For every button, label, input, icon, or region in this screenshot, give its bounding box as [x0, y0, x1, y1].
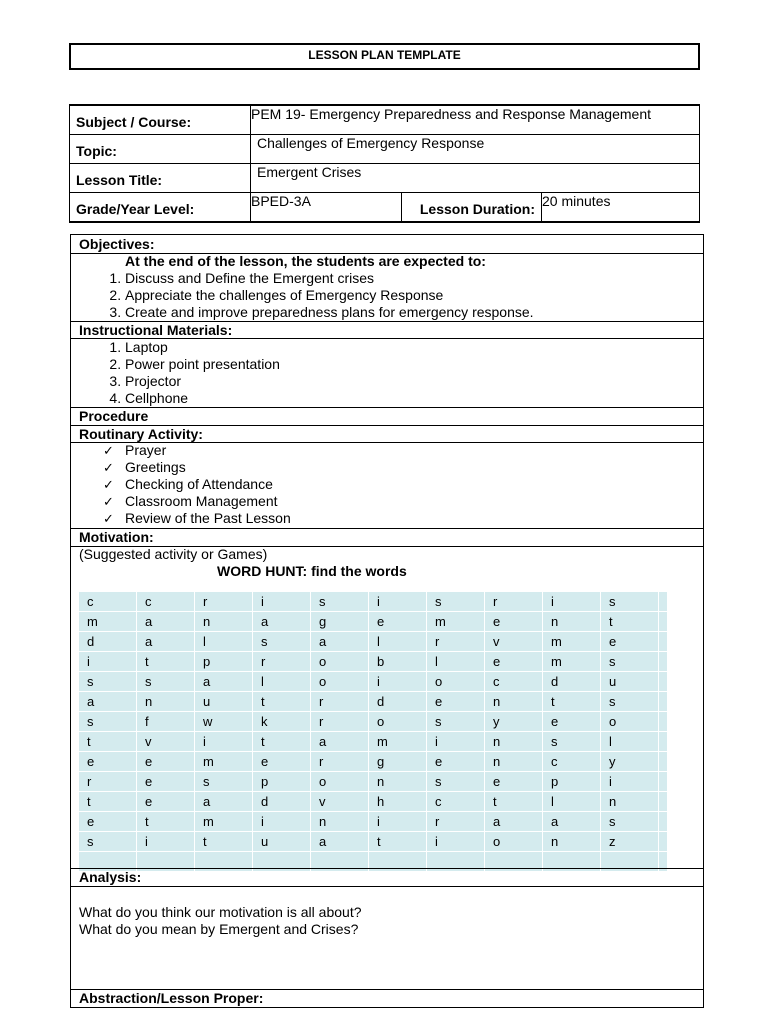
check-icon: ✓ [103, 443, 114, 458]
grid-cell: m [369, 732, 427, 752]
grid-cell: p [253, 772, 311, 792]
grid-cell: s [601, 692, 659, 712]
grid-cell: m [427, 612, 485, 632]
grid-cell: t [369, 832, 427, 852]
grid-cell: d [253, 792, 311, 812]
check-icon: ✓ [103, 477, 114, 492]
grid-cell: u [601, 672, 659, 692]
grid-edge [659, 792, 668, 812]
objectives-heading: Objectives: [79, 236, 155, 252]
grid-cell: i [543, 592, 601, 612]
grid-cell: s [427, 592, 485, 612]
grid-cell: l [601, 732, 659, 752]
grid-cell: l [253, 672, 311, 692]
grid-cell: s [543, 732, 601, 752]
list-item: 2. Power point presentation [125, 356, 703, 373]
grid-edge [659, 632, 668, 652]
list-item: 3. Projector [125, 373, 703, 390]
grid-cell: g [311, 612, 369, 632]
grid-cell: d [79, 632, 137, 652]
grid-edge [659, 752, 668, 772]
grid-cell: c [427, 792, 485, 812]
grid-cell: e [485, 772, 543, 792]
grid-cell: o [427, 672, 485, 692]
grid-cell: s [427, 712, 485, 732]
grid-cell: c [79, 592, 137, 612]
grid-row [79, 672, 668, 692]
grid-cell: w [195, 712, 253, 732]
grid-cell: a [311, 632, 369, 652]
grid-row [79, 752, 668, 772]
grid-cell: n [485, 732, 543, 752]
grid-edge [659, 712, 668, 732]
check-icon: ✓ [103, 511, 114, 526]
list-item: ✓ Greetings [103, 459, 186, 475]
grid-cell: i [253, 592, 311, 612]
grid-cell: o [601, 712, 659, 732]
grid-cell: r [427, 632, 485, 652]
grid-cell: n [601, 792, 659, 812]
grid-cell: i [195, 732, 253, 752]
grid-cell: i [427, 732, 485, 752]
grid-row [79, 592, 668, 612]
grid-cell: e [369, 612, 427, 632]
grid-cell: i [253, 812, 311, 832]
grid-cell: a [311, 832, 369, 852]
grid-cell: n [485, 692, 543, 712]
grid-cell: t [601, 612, 659, 632]
grid-cell: b [369, 652, 427, 672]
grid-cell: m [543, 632, 601, 652]
grid-cell: d [543, 672, 601, 692]
grid-cell: a [137, 612, 195, 632]
grid-row [79, 832, 668, 852]
course-info-table [69, 104, 700, 223]
grid-row [79, 692, 668, 712]
grid-cell: m [79, 612, 137, 632]
grid-cell: r [485, 592, 543, 612]
grid-cell: s [79, 712, 137, 732]
grid-cell: a [137, 632, 195, 652]
lesson-title-value: Emergent Crises [251, 164, 700, 193]
grid-cell: i [137, 832, 195, 852]
analysis-question: What do you mean by Emergent and Crises? [79, 921, 359, 937]
grid-row [79, 732, 668, 752]
grid-row [79, 772, 668, 792]
grid-cell: e [485, 652, 543, 672]
grid-row [79, 612, 668, 632]
grid-cell: o [369, 712, 427, 732]
lesson-title-row [70, 164, 700, 193]
grid-cell: z [601, 832, 659, 852]
grid-cell: u [195, 692, 253, 712]
topic-label: Topic: [70, 135, 251, 164]
grid-cell: s [311, 592, 369, 612]
grid-cell: o [311, 772, 369, 792]
analysis-questions [71, 904, 703, 938]
list-item: 3. Create and improve preparedness plans for emergency response. [125, 304, 703, 321]
list-item: ✓ Classroom Management [103, 493, 278, 509]
grid-cell: e [427, 752, 485, 772]
grid-cell: r [79, 772, 137, 792]
grid-cell: m [543, 652, 601, 672]
grid-cell: l [369, 632, 427, 652]
grid-cell: n [311, 812, 369, 832]
grid-cell: o [311, 672, 369, 692]
grid-cell: s [79, 832, 137, 852]
grid-cell: e [485, 612, 543, 632]
grid-cell: r [311, 712, 369, 732]
grid-cell: s [427, 772, 485, 792]
grid-cell: r [195, 592, 253, 612]
grid-edge [659, 612, 668, 632]
grid-edge [659, 592, 668, 612]
grid-cell: c [543, 752, 601, 772]
grid-cell: r [253, 652, 311, 672]
grid-cell: u [253, 832, 311, 852]
list-item: 1. Discuss and Define the Emergent crises [125, 270, 703, 287]
list-item: ✓ Review of the Past Lesson [103, 510, 291, 526]
list-item: ✓ Checking of Attendance [103, 476, 273, 492]
grid-cell: p [543, 772, 601, 792]
word-hunt-title: WORD HUNT: find the words [217, 563, 407, 579]
grid-cell: e [137, 792, 195, 812]
document-title: LESSON PLAN TEMPLATE [69, 43, 700, 70]
grid-cell: n [369, 772, 427, 792]
grid-cell: t [137, 812, 195, 832]
grid-cell: m [195, 752, 253, 772]
list-item: 2. Appreciate the challenges of Emergency Response [125, 287, 703, 304]
subject-value: PEM 19- Emergency Preparedness and Response Management [251, 105, 700, 135]
list-item: 1. Laptop [125, 339, 703, 356]
grid-cell: t [485, 792, 543, 812]
grid-cell: s [195, 772, 253, 792]
grade-label: Grade/Year Level: [70, 193, 251, 223]
grid-cell: e [79, 752, 137, 772]
grid-cell: l [195, 632, 253, 652]
grid-cell: r [427, 812, 485, 832]
grid-edge [659, 692, 668, 712]
grid-cell: e [427, 692, 485, 712]
grid-cell: k [253, 712, 311, 732]
grid-cell: f [137, 712, 195, 732]
grid-cell: o [311, 652, 369, 672]
materials-list [71, 339, 703, 407]
grid-row [79, 652, 668, 672]
grid-cell: a [195, 672, 253, 692]
topic-row [70, 135, 700, 164]
grid-cell: d [369, 692, 427, 712]
subject-row [70, 105, 700, 135]
grid-cell: o [485, 832, 543, 852]
topic-value: Challenges of Emergency Response [251, 135, 700, 164]
procedure-heading: Procedure [79, 408, 149, 424]
grid-cell: e [137, 772, 195, 792]
grid-cell: n [543, 612, 601, 632]
grid-cell: a [485, 812, 543, 832]
motivation-heading: Motivation: [79, 529, 154, 545]
grid-cell: e [253, 752, 311, 772]
grid-cell: y [485, 712, 543, 732]
grid-cell: c [485, 672, 543, 692]
routinary-list [71, 442, 703, 527]
list-item: ✓ Prayer [103, 442, 167, 458]
lesson-title-label: Lesson Title: [70, 164, 251, 193]
grid-cell: a [253, 612, 311, 632]
grid-row [79, 632, 668, 652]
objectives-content [71, 253, 703, 321]
abstraction-heading: Abstraction/Lesson Proper: [79, 990, 264, 1006]
list-item: 4. Cellphone [125, 390, 703, 407]
analysis-heading: Analysis: [79, 869, 142, 885]
subject-label: Subject / Course: [70, 105, 251, 135]
grid-cell: y [601, 752, 659, 772]
grid-cell: e [137, 752, 195, 772]
grid-edge [659, 732, 668, 752]
check-icon: ✓ [103, 494, 114, 509]
grid-cell: s [137, 672, 195, 692]
materials-heading: Instructional Materials: [79, 322, 233, 338]
grid-cell: m [195, 812, 253, 832]
grid-cell: s [253, 632, 311, 652]
routinary-heading: Routinary Activity: [79, 426, 203, 442]
grid-cell: n [485, 752, 543, 772]
grid-cell: i [427, 832, 485, 852]
word-hunt-grid [79, 592, 668, 872]
grid-cell: s [79, 672, 137, 692]
grid-cell: r [311, 752, 369, 772]
grid-cell: e [79, 812, 137, 832]
duration-value: 20 minutes [542, 193, 700, 223]
grid-cell: t [253, 732, 311, 752]
check-icon: ✓ [103, 460, 114, 475]
grid-cell: l [427, 652, 485, 672]
materials-content [71, 339, 703, 407]
grid-edge [659, 832, 668, 852]
grid-row [79, 812, 668, 832]
grid-cell: h [369, 792, 427, 812]
grid-cell: p [195, 652, 253, 672]
grid-edge [659, 652, 668, 672]
grid-cell: i [601, 772, 659, 792]
grid-cell: i [369, 672, 427, 692]
grade-row [70, 193, 700, 223]
grid-cell: s [601, 812, 659, 832]
grid-cell: c [137, 592, 195, 612]
grid-cell: s [601, 592, 659, 612]
grid-cell: l [543, 792, 601, 812]
grid-cell: v [485, 632, 543, 652]
grid-cell: n [195, 612, 253, 632]
grid-cell: g [369, 752, 427, 772]
grid-cell: v [311, 792, 369, 812]
grid-cell: n [543, 832, 601, 852]
objectives-section [71, 235, 703, 253]
duration-label: Lesson Duration: [402, 193, 542, 223]
grid-cell: r [311, 692, 369, 712]
grid-cell: i [79, 652, 137, 672]
grid-cell: a [543, 812, 601, 832]
grid-cell: t [195, 832, 253, 852]
grid-cell: a [195, 792, 253, 812]
grid-cell: t [253, 692, 311, 712]
objectives-intro: At the end of the lesson, the students are expected to: [125, 253, 486, 269]
grid-cell: a [79, 692, 137, 712]
grid-cell: n [137, 692, 195, 712]
grid-cell: t [79, 732, 137, 752]
grid-cell: t [79, 792, 137, 812]
grid-cell: t [543, 692, 601, 712]
grid-edge [659, 672, 668, 692]
analysis-question: What do you think our motivation is all about? [79, 904, 362, 920]
grid-cell: i [369, 592, 427, 612]
grid-cell: e [543, 712, 601, 732]
grid-cell: e [601, 632, 659, 652]
grade-value: BPED-3A [251, 193, 402, 223]
grid-edge [659, 812, 668, 832]
grid-row [79, 712, 668, 732]
grid-row [79, 792, 668, 812]
motivation-note: (Suggested activity or Games) [79, 546, 268, 562]
routinary-content [71, 442, 703, 527]
lesson-body [70, 234, 704, 1008]
grid-cell: i [369, 812, 427, 832]
grid-cell: t [137, 652, 195, 672]
grid-edge [659, 772, 668, 792]
grid-cell: v [137, 732, 195, 752]
grid-cell: s [601, 652, 659, 672]
objectives-list [71, 270, 703, 321]
grid-cell: a [311, 732, 369, 752]
